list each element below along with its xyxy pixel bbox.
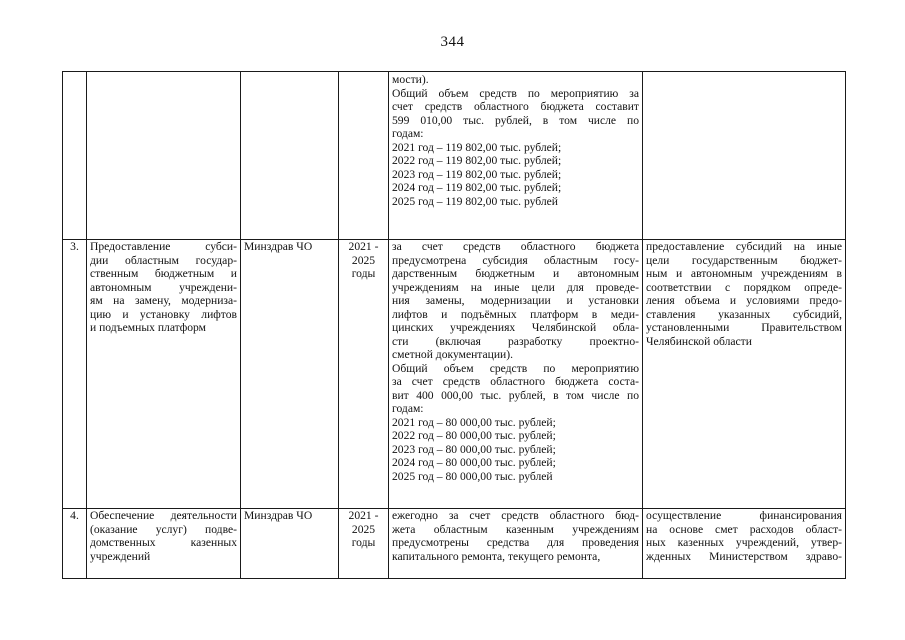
description-line: Общий объем средств по мероприятию за (392, 86, 639, 100)
description-line: жета областным казенным учреждениям (392, 522, 639, 536)
executor (241, 72, 339, 240)
term-line: годы (351, 267, 376, 280)
description-line: предусмотрена субсидия областным госу- (392, 253, 639, 267)
measure-name-line: дии областным государ- (90, 253, 237, 267)
description-line: дарственным бюджетным и автономным (392, 267, 639, 280)
measure-name (87, 509, 241, 579)
term-line: 2021 - (348, 240, 379, 253)
measure-description (389, 72, 643, 240)
implementation-term (339, 240, 389, 509)
description-line: 599 010,00 тыс. рублей, в том числе по (392, 113, 639, 127)
measure-name-line: учреждений (90, 549, 151, 563)
description-line: 2021 год – 80 000,00 тыс. рублей; (392, 415, 556, 429)
measure-name-line: (оказание услуг) подве- (90, 522, 237, 536)
description-line: вит 400 000,00 тыс. рублей, в том числе по (392, 388, 639, 402)
measures-table (62, 71, 846, 579)
implementation-mechanism (643, 240, 846, 509)
row-number (63, 72, 87, 240)
description-line: предусмотрены средства для проведения (392, 536, 639, 549)
description-line: капитального ремонта, текущего ремонта, (392, 549, 601, 563)
term-line: 2021 - (348, 509, 379, 522)
description-line: 2024 год – 119 802,00 тыс. рублей; (392, 181, 562, 194)
implementation-term (339, 509, 389, 579)
mechanism-line: установленными Правительством (646, 321, 842, 334)
mechanism-line: осуществление финансирования (646, 509, 842, 522)
measure-name-line: домственных казенных (90, 536, 237, 549)
description-line: ежегодно за счет средств областного бюд- (392, 509, 639, 522)
description-line: 2022 год – 80 000,00 тыс. рублей; (392, 429, 556, 442)
description-line: мости). (392, 73, 429, 86)
description-line: 2021 год – 119 802,00 тыс. рублей; (392, 140, 562, 154)
mechanism-line: цели государственным бюджет- (646, 253, 842, 267)
description-line: ния замены, модернизации и установки (392, 294, 639, 307)
description-line: счет средств областного бюджета составит (392, 100, 639, 113)
description-line: за счет средств областного бюджета (392, 240, 639, 253)
executor: Минздрав ЧО (241, 240, 339, 509)
description-line: лифтов и подъёмных платформ в меди- (392, 307, 639, 321)
mechanism-line: ных казенных учреждений, утвер- (646, 536, 842, 549)
implementation-mechanism (643, 509, 846, 579)
description-line: 2022 год – 119 802,00 тыс. рублей; (392, 154, 562, 167)
mechanism-line: Челябинской области (646, 334, 752, 348)
measure-name (87, 240, 241, 509)
row-number: 4. (63, 509, 87, 579)
measure-description (389, 240, 643, 509)
table-row (63, 72, 846, 240)
implementation-term (339, 72, 389, 240)
measure-name-line: автономным учреждени- (90, 280, 237, 294)
mechanism-line: ления объема и условиями предо- (646, 294, 842, 307)
description-line: годам: (392, 127, 424, 140)
description-line: годам: (392, 402, 424, 415)
implementation-mechanism (643, 72, 846, 240)
measure-name-line: ям на замену, модерниза- (90, 294, 237, 307)
term-line: годы (351, 536, 376, 549)
measure-name-line: и подъемных платформ (90, 321, 207, 334)
page-number: 344 (440, 34, 465, 50)
mechanism-line: на основе смет расходов област- (646, 522, 842, 536)
description-line: 2025 год – 80 000,00 тыс. рублей (392, 469, 553, 483)
description-line: 2023 год – 80 000,00 тыс. рублей; (392, 442, 556, 456)
mechanism-line: ставления указанных субсидий, (646, 307, 842, 321)
mechanism-line: предоставление субсидий на иные (646, 240, 842, 253)
description-line: сметной документации). (392, 348, 514, 361)
description-line: сти (включая разработку проектно- (392, 334, 639, 348)
term-line: 2025 (351, 522, 376, 536)
table-row (63, 240, 846, 509)
executor: Минздрав ЧО (241, 509, 339, 579)
mechanism-line: ным и автономным учреждениям в (646, 267, 842, 280)
row-number: 3. (63, 240, 87, 509)
measure-name (87, 72, 241, 240)
mechanism-line: жденных Министерством здраво- (646, 549, 842, 563)
description-line: 2023 год – 119 802,00 тыс. рублей; (392, 167, 562, 181)
description-line: Общий объем средств по мероприятию (392, 361, 639, 375)
term-line: 2025 (351, 253, 376, 267)
table-row (63, 509, 846, 579)
measure-name-line: ственным бюджетным и (90, 267, 237, 280)
description-line: учреждениям на иные цели для проведе- (392, 280, 639, 294)
description-line: 2024 год – 80 000,00 тыс. рублей; (392, 456, 556, 469)
description-line: за счет средств областного бюджета соста- (392, 375, 639, 388)
measure-name-line: цию и установку лифтов (90, 307, 237, 321)
measure-name-line: Обеспечение деятельности (90, 509, 237, 522)
description-line: цинских учреждениях Челябинской обла- (392, 321, 639, 334)
measure-description (389, 509, 643, 579)
measure-name-line: Предоставление субси- (90, 240, 237, 253)
mechanism-line: соответствии с порядком опреде- (646, 280, 842, 294)
description-line: 2025 год – 119 802,00 тыс. рублей (392, 194, 558, 208)
